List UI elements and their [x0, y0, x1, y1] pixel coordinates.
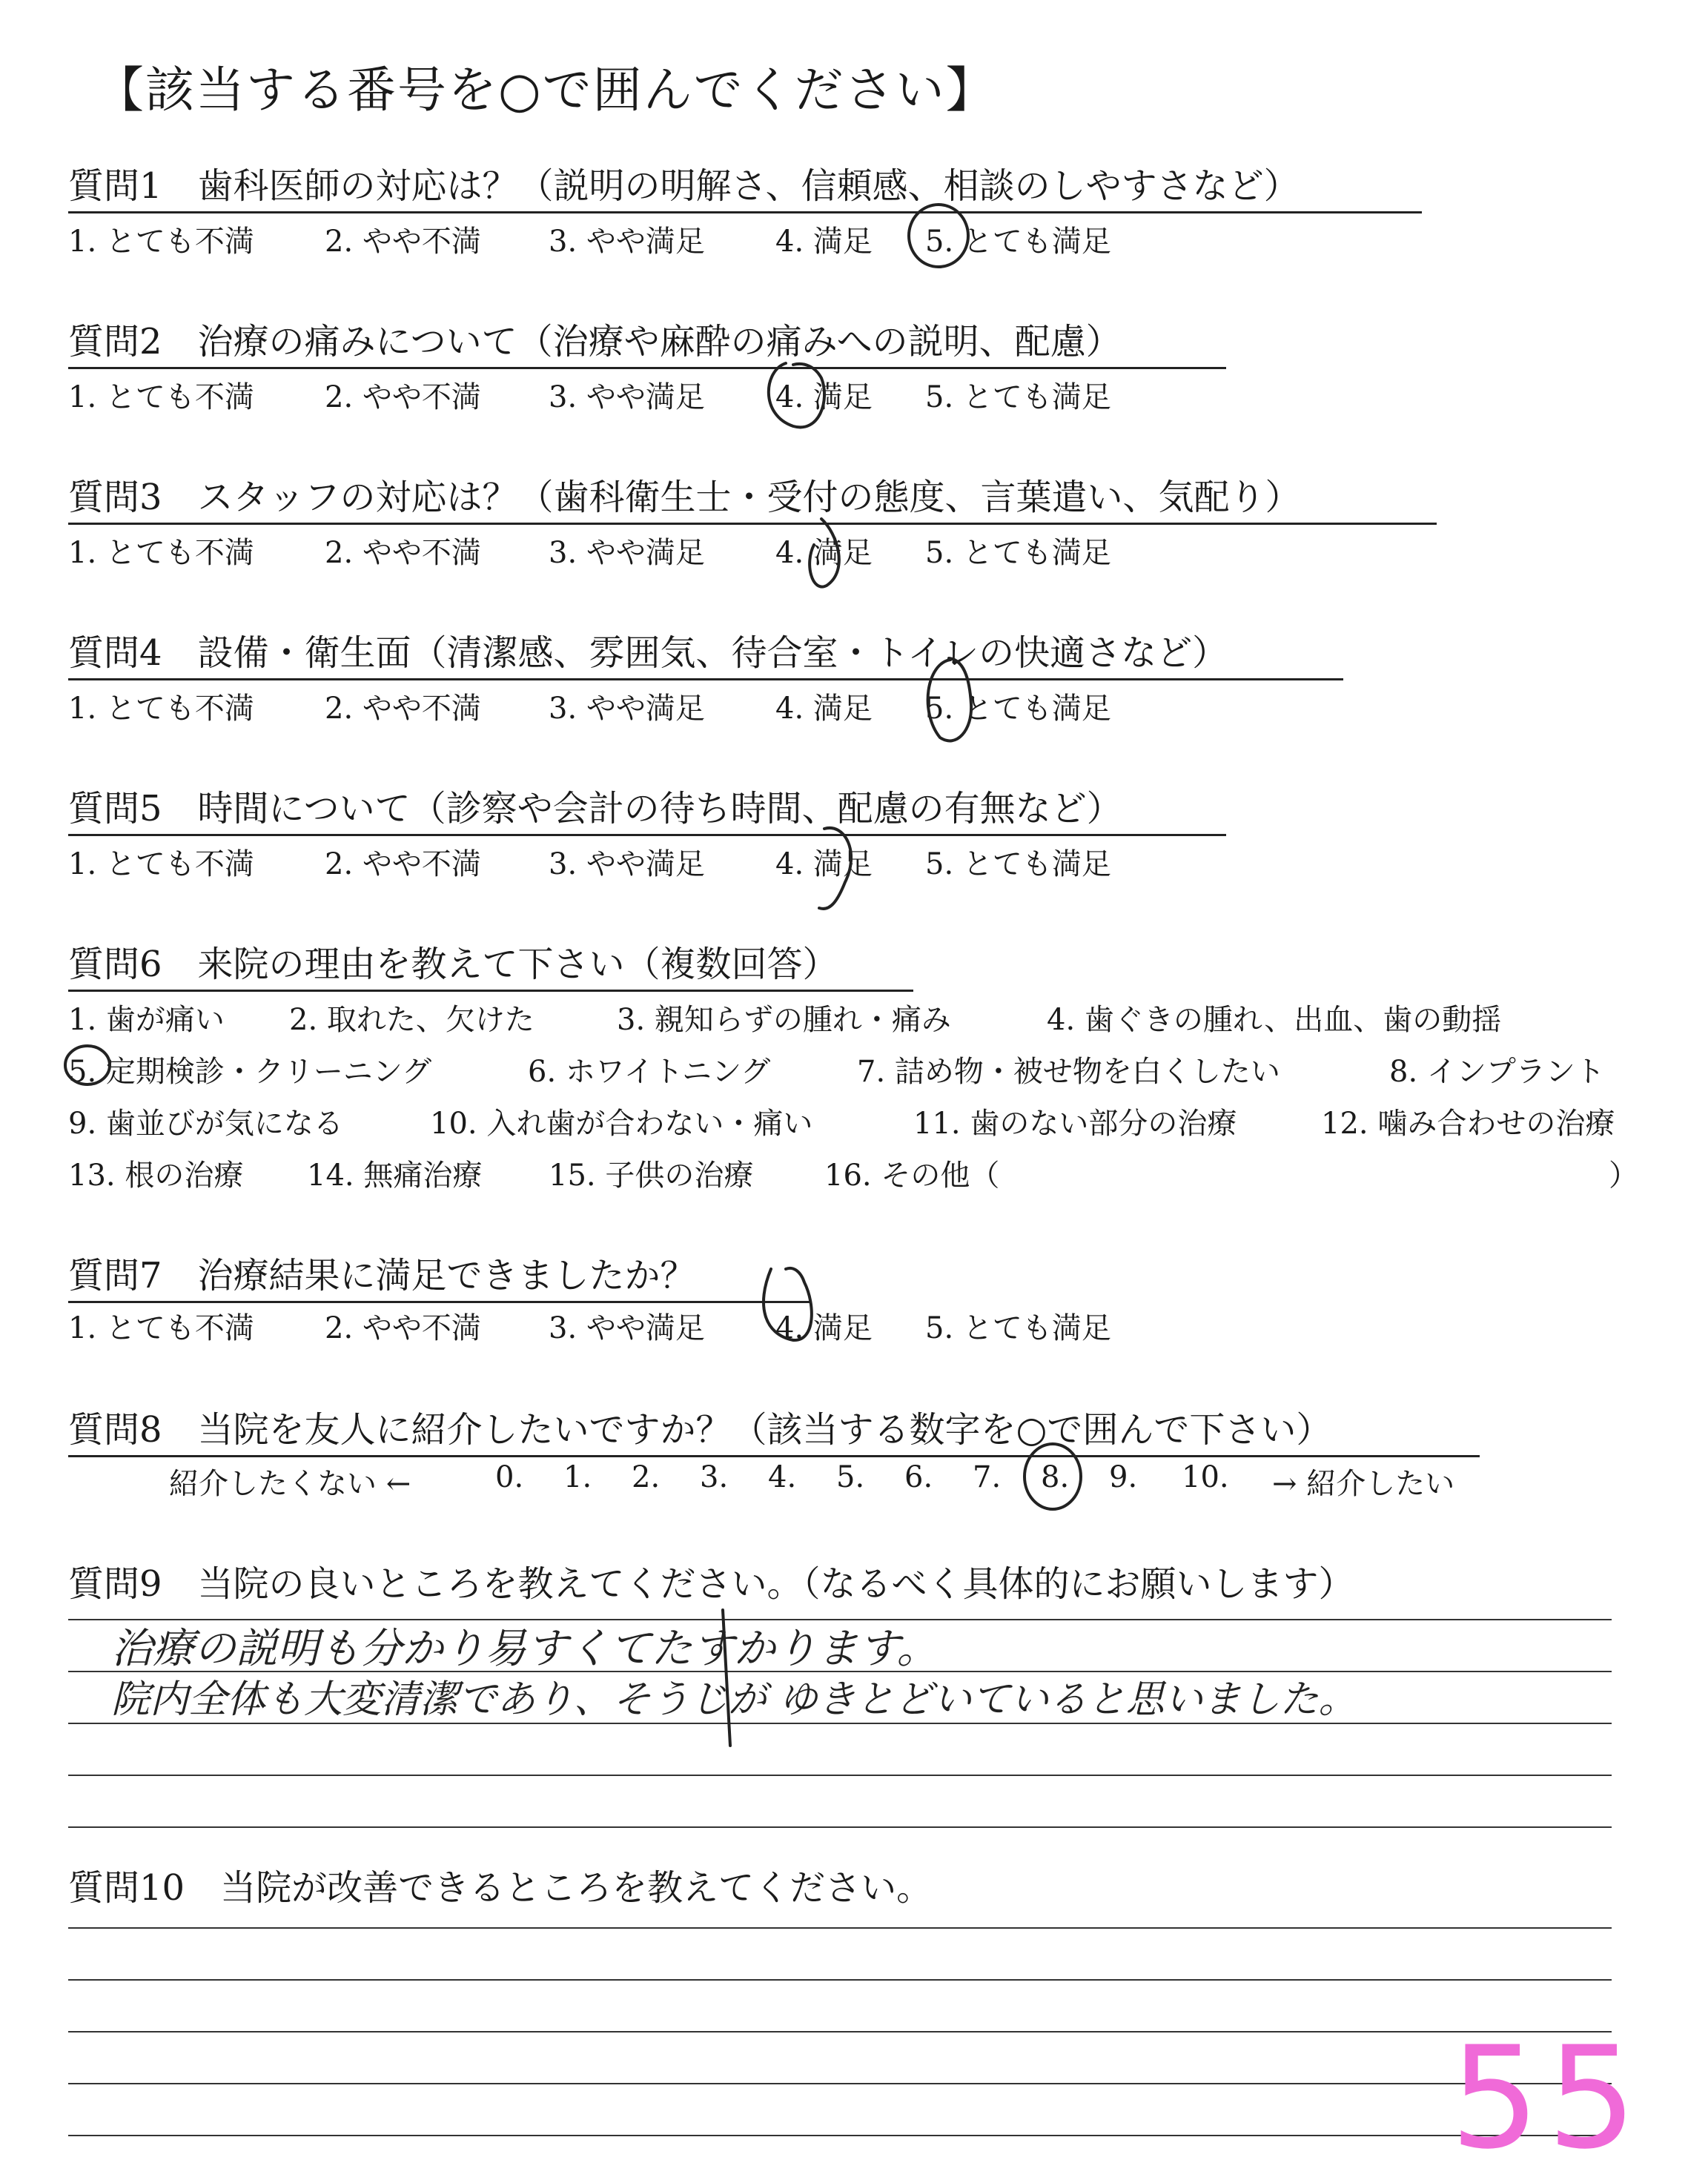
score-7[interactable]: 7.	[973, 1460, 1002, 1494]
reason-11[interactable]: 11. 歯のない部分の治療	[913, 1107, 1237, 1141]
option-2[interactable]: 2. やや不満	[325, 1311, 481, 1345]
option-2[interactable]: 2. やや不満	[325, 380, 481, 414]
question-5-title: 質問5 時間について（診察や会計の待ち時間、配慮の有無など）	[68, 780, 1226, 836]
option-1[interactable]: 1. とても不満	[68, 380, 254, 414]
answer-line	[68, 2031, 1612, 2032]
reason-15[interactable]: 15. 子供の治療	[549, 1159, 754, 1193]
option-3[interactable]: 3. やや満足	[549, 692, 705, 726]
option-4[interactable]: 4. 満足	[775, 692, 873, 726]
option-2[interactable]: 2. やや不満	[325, 692, 481, 726]
reason-7[interactable]: 7. 詰め物・被せ物を白くしたい	[857, 1055, 1280, 1089]
option-5[interactable]: 5. とても満足	[925, 225, 1111, 259]
option-1[interactable]: 1. とても不満	[68, 847, 254, 881]
option-3[interactable]: 3. やや満足	[549, 380, 705, 414]
answer-line	[68, 1927, 1612, 1929]
option-2[interactable]: 2. やや不満	[325, 225, 481, 259]
reason-9[interactable]: 9. 歯並びが気になる	[68, 1107, 343, 1141]
score-9[interactable]: 9.	[1109, 1460, 1138, 1494]
reason-12[interactable]: 12. 噛み合わせの治療	[1321, 1107, 1615, 1141]
form-heading: 【該当する番号を○で囲んでください】	[95, 62, 996, 119]
option-1[interactable]: 1. とても不満	[68, 225, 254, 259]
reason-16[interactable]: 16. その他（	[824, 1159, 1000, 1193]
corner-number: 55	[1450, 2016, 1644, 2180]
question-9-title: 質問9 当院の良いところを教えてください。（なるべく具体的にお願いします）	[68, 1563, 1354, 1605]
scale-left-label: 紹介したくない ←	[169, 1467, 411, 1501]
option-2[interactable]: 2. やや不満	[325, 536, 481, 570]
option-3[interactable]: 3. やや満足	[549, 536, 705, 570]
reason-10[interactable]: 10. 入れ歯が合わない・痛い	[430, 1107, 813, 1141]
score-2[interactable]: 2.	[632, 1460, 661, 1494]
reason-8[interactable]: 8. インプラント	[1389, 1055, 1605, 1089]
option-5[interactable]: 5. とても満足	[925, 536, 1111, 570]
question-2-title: 質問2 治療の痛みについて（治療や麻酔の痛みへの説明、配慮）	[68, 313, 1226, 369]
question-6-title: 質問6 来院の理由を教えて下さい（複数回答）	[68, 935, 913, 992]
reason-6[interactable]: 6. ホワイトニング	[528, 1055, 771, 1089]
answer-line	[68, 2135, 1612, 2136]
reason-16-close-paren: ）	[1609, 1159, 1638, 1193]
question-7-title: 質問7 治療結果に満足できましたか？	[68, 1247, 810, 1303]
option-1[interactable]: 1. とても不満	[68, 536, 254, 570]
answer-line	[68, 2083, 1612, 2084]
reason-4[interactable]: 4. 歯ぐきの腫れ、出血、歯の動揺	[1047, 1003, 1502, 1037]
option-1[interactable]: 1. とても不満	[68, 1311, 254, 1345]
option-2[interactable]: 2. やや不満	[325, 847, 481, 881]
answer-line	[68, 1979, 1612, 1981]
option-5[interactable]: 5. とても満足	[925, 380, 1111, 414]
handwritten-answer-line-1: 治療の説明も分かり易すくてたすかります。	[111, 1625, 939, 1673]
option-3[interactable]: 3. やや満足	[549, 1311, 705, 1345]
score-5[interactable]: 5.	[836, 1460, 865, 1494]
answer-line	[68, 1775, 1612, 1776]
reason-3[interactable]: 3. 親知らずの腫れ・痛み	[617, 1003, 951, 1037]
question-8-title: 質問8 当院を友人に紹介したいですか？（該当する数字を○で囲んで下さい）	[68, 1401, 1480, 1457]
option-1[interactable]: 1. とても不満	[68, 692, 254, 726]
option-5[interactable]: 5. とても満足	[925, 1311, 1111, 1345]
score-0[interactable]: 0.	[495, 1460, 524, 1494]
score-4[interactable]: 4.	[768, 1460, 797, 1494]
score-8[interactable]: 8.	[1041, 1460, 1070, 1494]
scale-right-label: → 紹介したい	[1272, 1467, 1455, 1501]
score-3[interactable]: 3.	[700, 1460, 729, 1494]
option-4[interactable]: 4. 満足	[775, 225, 873, 259]
option-5[interactable]: 5. とても満足	[925, 847, 1111, 881]
reason-13[interactable]: 13. 根の治療	[68, 1159, 244, 1193]
score-6[interactable]: 6.	[904, 1460, 933, 1494]
score-10[interactable]: 10.	[1182, 1460, 1229, 1494]
question-3-title: 質問3 スタッフの対応は？（歯科衛生士・受付の態度、言葉遣い、気配り）	[68, 468, 1437, 525]
question-1-title: 質問1 歯科医師の対応は？（説明の明解さ、信頼感、相談のしやすさなど）	[68, 157, 1422, 213]
option-3[interactable]: 3. やや満足	[549, 225, 705, 259]
handwritten-answer-line-2: 院内全体も大変清潔であり、そうじが ゆきとどいていると思いました。	[111, 1677, 1357, 1722]
option-4[interactable]: 4. 満足	[775, 380, 873, 414]
answer-line	[68, 1826, 1612, 1828]
option-3[interactable]: 3. やや満足	[549, 847, 705, 881]
score-1[interactable]: 1.	[563, 1460, 592, 1494]
question-10-title: 質問10 当院が改善できるところを教えてください。	[68, 1867, 933, 1909]
reason-1[interactable]: 1. 歯が痛い	[68, 1003, 225, 1037]
option-4[interactable]: 4. 満足	[775, 847, 873, 881]
option-4[interactable]: 4. 満足	[775, 536, 873, 570]
reason-14[interactable]: 14. 無痛治療	[307, 1159, 483, 1193]
reason-5[interactable]: 5. 定期検診・クリーニング	[68, 1055, 432, 1089]
reason-2[interactable]: 2. 取れた、欠けた	[289, 1003, 534, 1037]
option-5[interactable]: 5. とても満足	[925, 692, 1111, 726]
question-4-title: 質問4 設備・衛生面（清潔感、雰囲気、待合室・トイレの快適さなど）	[68, 624, 1343, 680]
option-4[interactable]: 4. 満足	[775, 1311, 873, 1345]
